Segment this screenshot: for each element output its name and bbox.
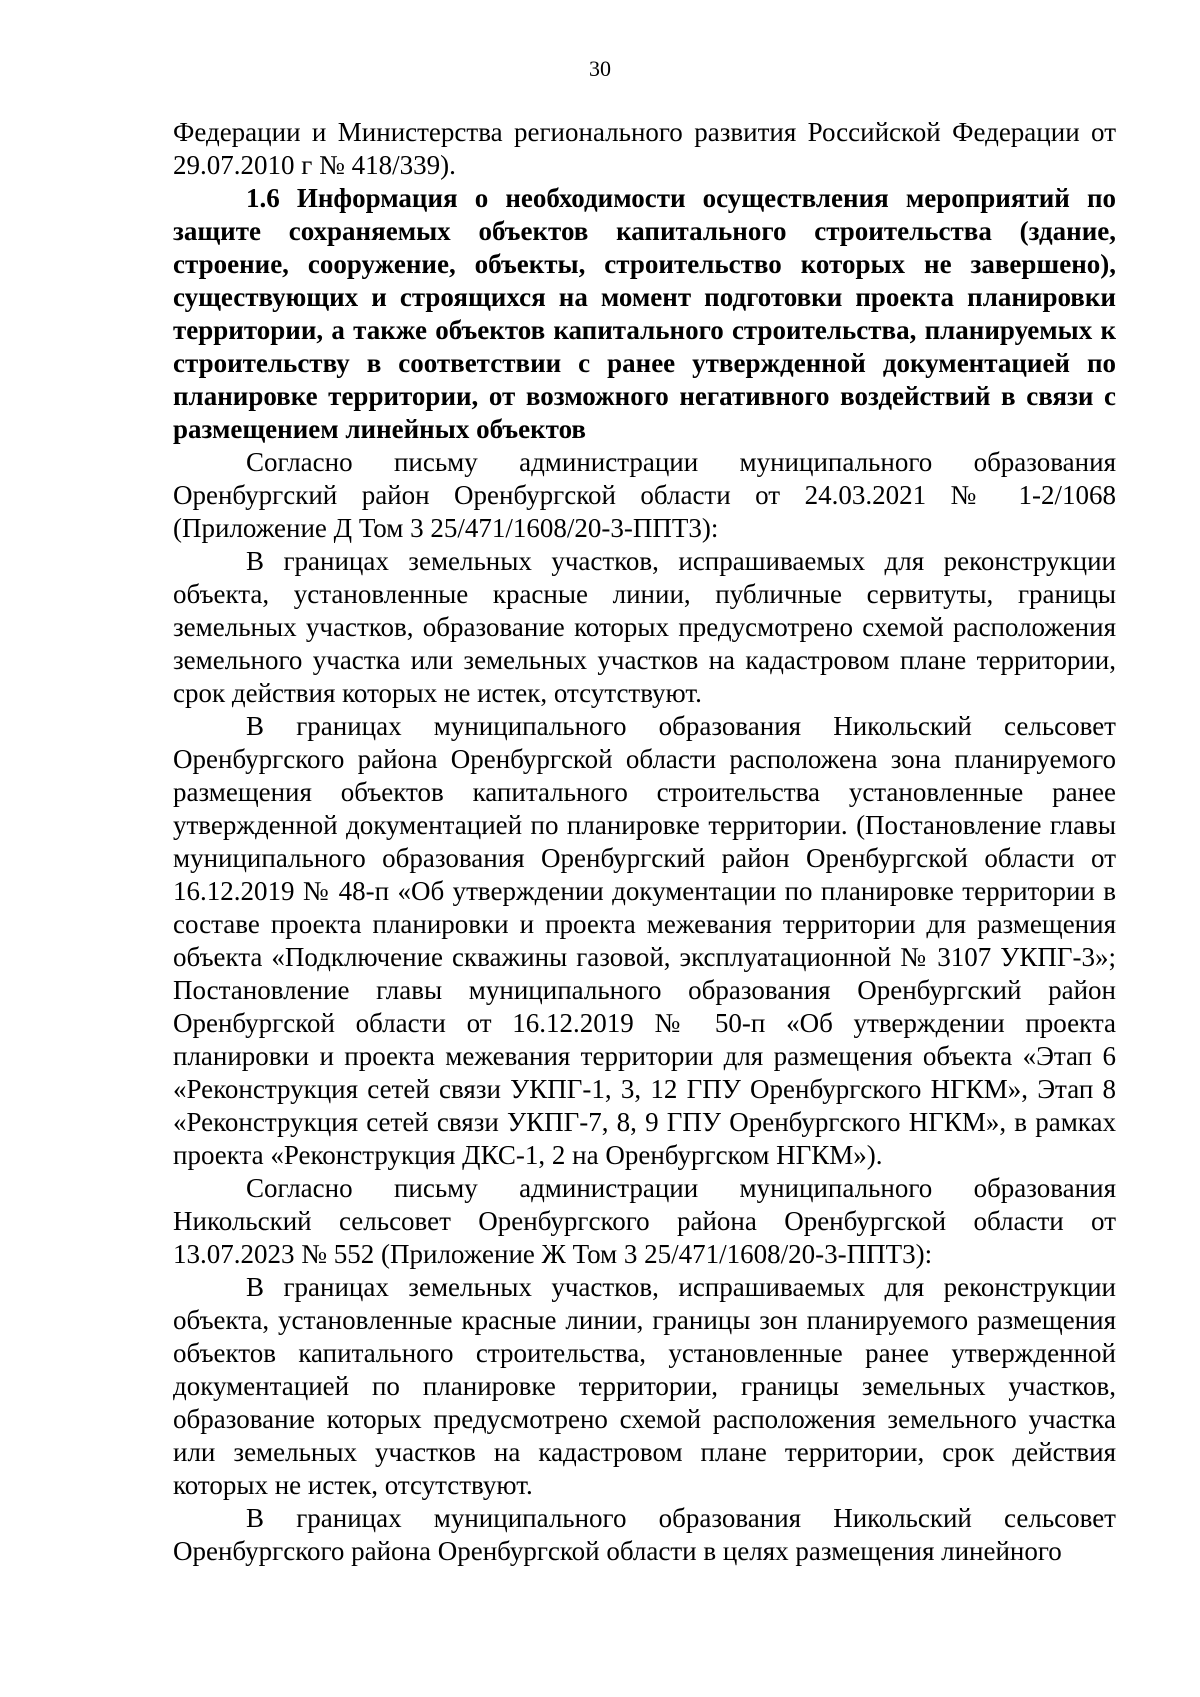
section-heading: 1.6 Информация о необходимости осуществления мероприятий по защите сохраняемых объектов капитального строительства (здание, строение, сооружение, объекты, строительство которых не завершено), существующих и строящихся на момент подготовки проекта планировки территории, а также объектов капитального строительства, планируемых к строительству в соответствии с ранее утвержденной документацией по планировке территории, от возможного негативного воздействий в связи с размещением линейных объектов: [173, 183, 1116, 444]
page-number: 30: [589, 56, 611, 81]
paragraph: В границах муниципального образования Никольский сельсовет Оренбургского района Оренбургской области расположена зона планируемого размещения объектов капитального строительства установленные ранее утвержденной документацией по планировке территории. (Постановление главы муниципального образования Оренбургский район Оренбургской области от 16.12.2019 № 48-п «Об утверждении документации по планировке территории в составе проекта планировки и проекта межевания территории для размещения объекта «Подключение скважины газовой, эксплуатационной № 3107 УКПГ-3»; Постановление главы муниципального образования Оренбургский район Оренбургской области от 16.12.2019 № 50-п «Об утверждении проекта планировки и проекта межевания территории для размещения объекта «Этап 6 «Реконструкция сетей связи УКПГ-1, 3, 12 ГПУ Оренбургского НГКМ», Этап 8 «Реконструкция сетей связи УКПГ-7, 8, 9 ГПУ Оренбургского НГКМ», в рамках проекта «Реконструкция ДКС-1, 2 на Оренбургском НГКМ»).: [173, 711, 1116, 1170]
paragraph: Согласно письму администрации муниципального образования Оренбургский район Оренбургской области от 24.03.2021 № 1-2/1068 (Приложение Д Том 3 25/471/1608/20-3-ППТ3):: [173, 447, 1116, 543]
paragraph-continuation: Федерации и Министерства регионального развития Российской Федерации от 29.07.2010 г № 418/339).: [173, 117, 1116, 180]
paragraph: В границах муниципального образования Никольский сельсовет Оренбургского района Оренбургской области в целях размещения линейного: [173, 1503, 1116, 1566]
paragraph: В границах земельных участков, испрашиваемых для реконструкции объекта, установленные красные линии, границы зон планируемого размещения объектов капитального строительства, установленные ранее утвержденной документацией по планировке территории, границы земельных участков, образование которых предусмотрено схемой расположения земельного участка или земельных участков на кадастровом плане территории, срок действия которых не истек, отсутствуют.: [173, 1272, 1116, 1500]
paragraph: Согласно письму администрации муниципального образования Никольский сельсовет Оренбургского района Оренбургской области от 13.07.2023 № 552 (Приложение Ж Том 3 25/471/1608/20-3-ППТ3):: [173, 1173, 1116, 1269]
document-body: [173, 116, 1116, 1568]
paragraph: В границах земельных участков, испрашиваемых для реконструкции объекта, установленные красные линии, публичные сервитуты, границы земельных участков, образование которых предусмотрено схемой расположения земельного участка или земельных участков на кадастровом плане территории, срок действия которых не истек, отсутствуют.: [173, 546, 1116, 708]
